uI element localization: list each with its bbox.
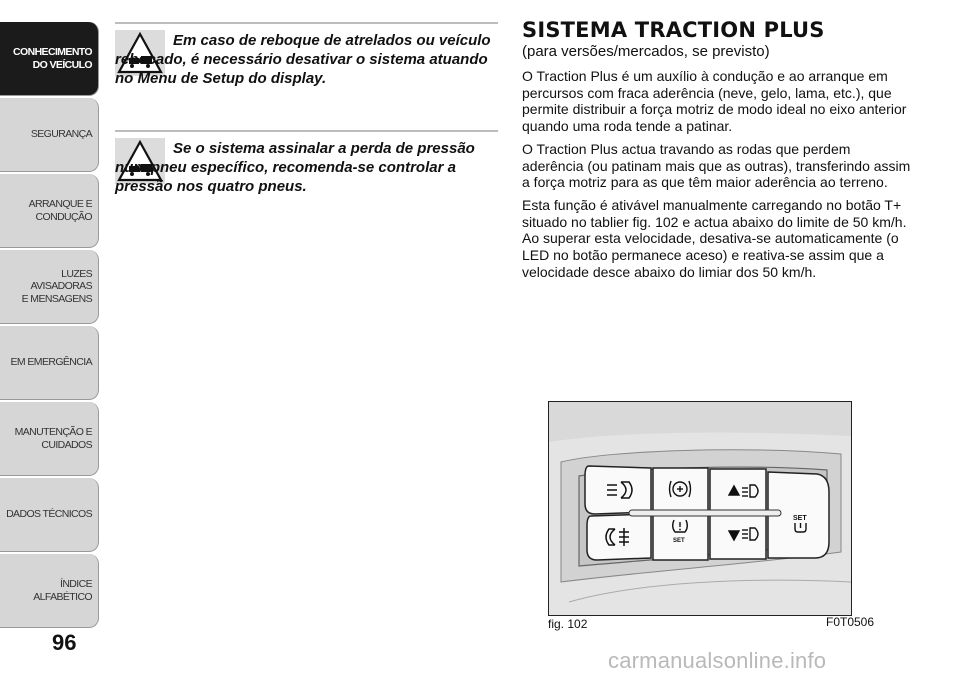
- watermark: carmanualsonline.info: [608, 648, 827, 673]
- paragraph: Esta função é ativável manualmente carregando no botão T+ situado no tablier fig. 102 e actua abaixo do limite de 50 km/h. Ao superar esta velocidade, desativa-se automaticamente (o LED no botão permanece aceso) e reativa-se assim que a velocidade desce abaixo do limiar dos 50 km/h.: [522, 196, 907, 280]
- warning-box-2: [115, 130, 498, 200]
- tab-dados-tecnicos[interactable]: DADOS TÉCNICOS: [0, 478, 99, 552]
- dashboard-illustration: [549, 402, 851, 615]
- warning-divider: [115, 22, 498, 24]
- figure-code: F0T0506: [826, 615, 875, 629]
- tab-arranque-e-conducao[interactable]: ARRANQUE E CONDUÇÃO: [0, 174, 99, 248]
- tab-seguranca[interactable]: SEGURANÇA: [0, 98, 99, 172]
- tab-em-emergencia[interactable]: EM EMERGÊNCIA: [0, 326, 99, 400]
- figure-label: fig. 102: [548, 617, 588, 631]
- warning-box-1: [115, 22, 498, 112]
- warning-text: Se o sistema assinalar a perda de pressão num pneu específico, recomenda-se controlar a pressão nos quatro pneus.: [115, 140, 475, 195]
- paragraph: O Traction Plus actua travando as rodas que perdem aderência (ou patinam mais que as outras), transferindo assim a força motriz para as que têm maior aderência ao terreno.: [522, 140, 911, 191]
- warning-divider: [115, 130, 498, 132]
- svg-text:SET: SET: [673, 538, 685, 544]
- tab-indice-alfabetico[interactable]: ÍNDICE ALFABÉTICO: [0, 554, 99, 628]
- svg-text:SET: SET: [793, 515, 807, 522]
- traction-plus-section: [522, 18, 914, 286]
- tab-luzes-avisadoras[interactable]: LUZES AVISADORAS E MENSAGENS: [0, 250, 99, 324]
- tab-manutencao-e-cuidados[interactable]: MANUTENÇÃO E CUIDADOS: [0, 402, 99, 476]
- paragraph: O Traction Plus é um auxílio à condução e ao arranque em percursos com fraca aderência (neve, gelo, lama, etc.), que permite distribuir a força motriz de modo ideal no eixo anterior quando uma roda tende a patinar.: [522, 68, 907, 135]
- tab-conhecimento-do-veiculo[interactable]: CONHECIMENTO DO VEÍCULO: [0, 22, 99, 96]
- page-number: 96: [52, 630, 77, 655]
- section-title: SISTEMA TRACTION PLUS: [522, 18, 825, 42]
- section-subtitle: (para versões/mercados, se previsto): [522, 43, 770, 60]
- switch-panel: [585, 466, 829, 560]
- figure-dashboard-buttons: [548, 401, 852, 616]
- warning-text: Em caso de reboque de atrelados ou veículo rebocado, é necessário desativar o sistema atuando no Menu de Setup do display.: [115, 32, 491, 87]
